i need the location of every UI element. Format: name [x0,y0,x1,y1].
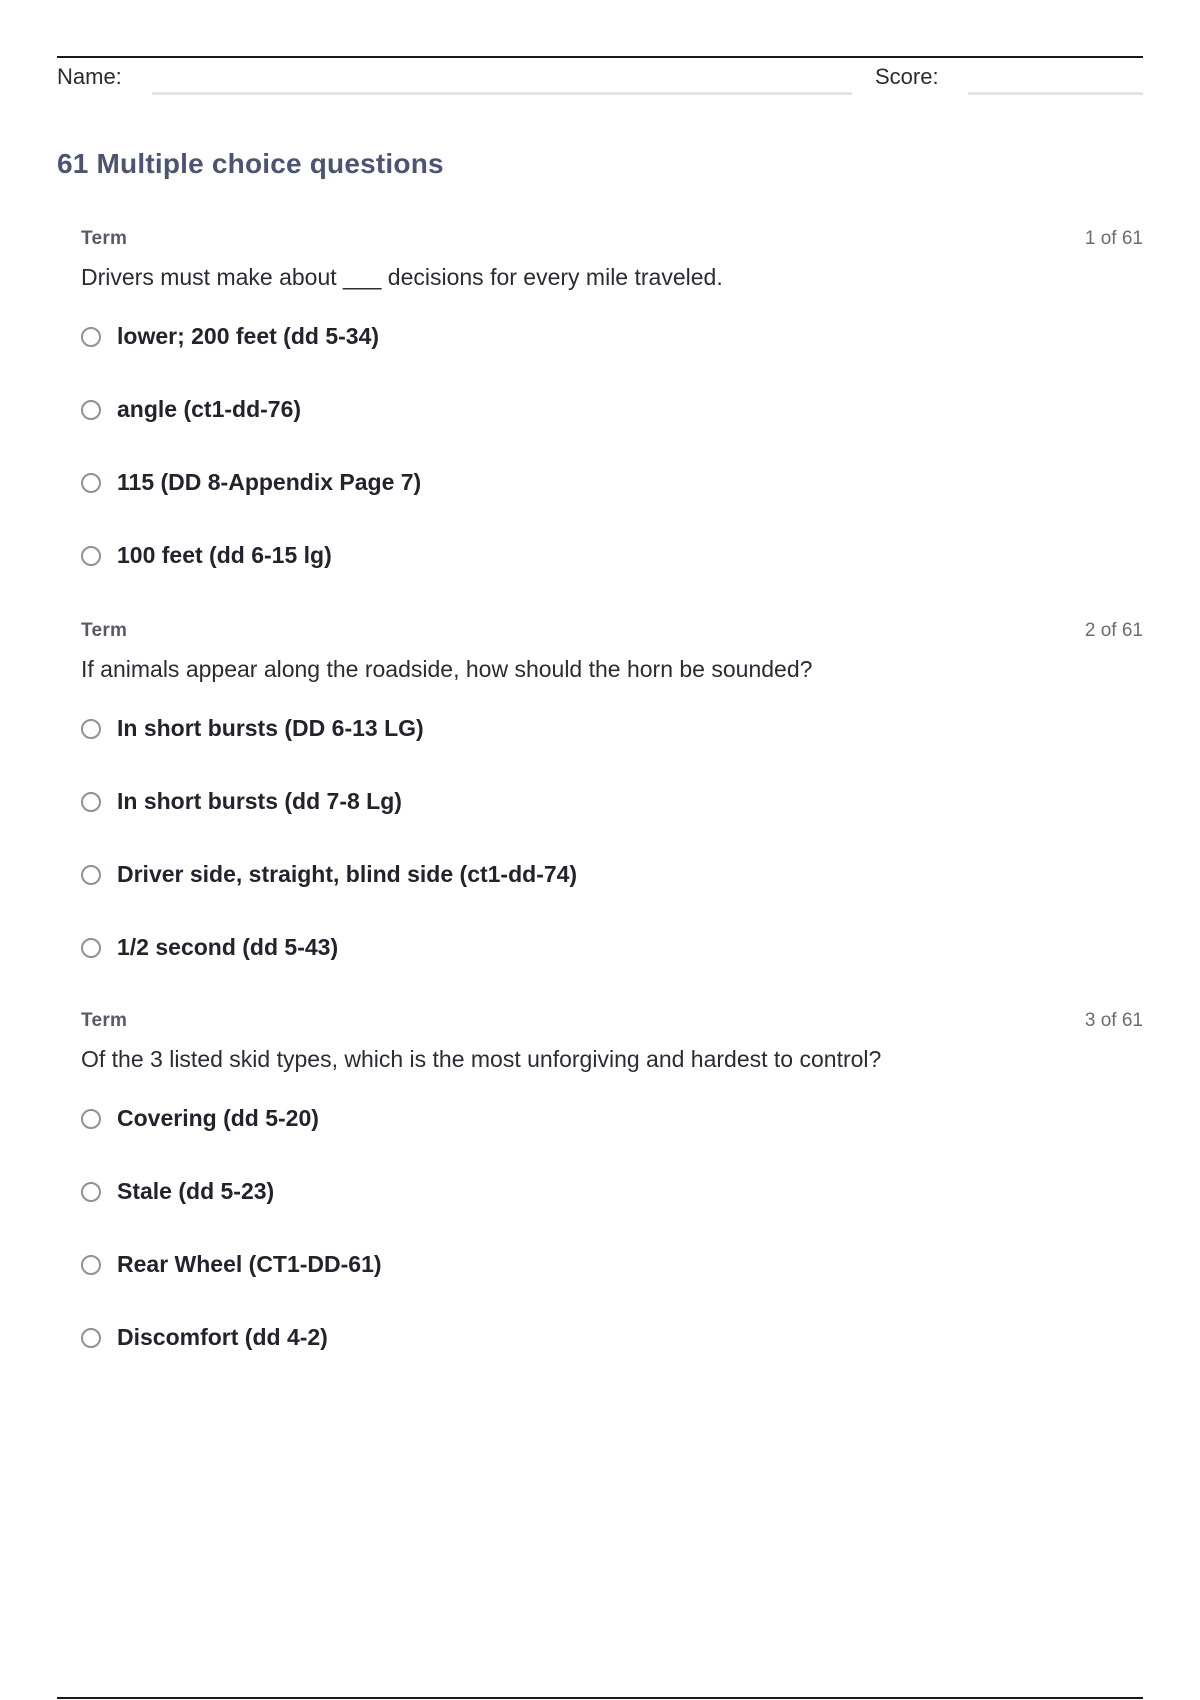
answer-option[interactable] [81,323,1081,399]
name-label: Name: [57,64,122,89]
radio-button-icon[interactable] [81,1109,101,1129]
name-score-header [57,62,1143,98]
answer-option[interactable] [81,469,1081,545]
answer-option[interactable] [81,1105,1081,1181]
answer-option-label: In short bursts (DD 6-13 LG) [117,715,424,741]
worksheet-page [57,0,1143,1700]
top-divider [57,56,1143,58]
radio-button-icon[interactable] [81,327,101,347]
radio-button-icon[interactable] [81,400,101,420]
answer-option-label: Discomfort (dd 4-2) [117,1324,328,1350]
answer-option-label: lower; 200 feet (dd 5-34) [117,323,380,349]
answer-option-label: Rear Wheel (CT1-DD-61) [117,1251,382,1277]
answer-option-label: Stale (dd 5-23) [117,1178,275,1204]
term-label: Term [81,228,128,249]
answer-option-label: angle (ct1-dd-76) [117,396,302,422]
radio-button-icon[interactable] [81,719,101,739]
answer-option-label: In short bursts (dd 7-8 Lg) [117,788,402,814]
answer-option[interactable] [81,788,1081,864]
radio-button-icon[interactable] [81,546,101,566]
answer-option[interactable] [81,715,1081,791]
question-prompt: Drivers must make about ___ decisions for every mile traveled. [81,264,723,290]
answer-option-label: Covering (dd 5-20) [117,1105,319,1131]
radio-button-icon[interactable] [81,938,101,958]
answer-option[interactable] [81,1251,1081,1327]
term-label: Term [81,1010,128,1031]
answer-option-label: Driver side, straight, blind side (ct1-dd-74) [117,861,578,887]
radio-button-icon[interactable] [81,1255,101,1275]
answer-option-label: 100 feet (dd 6-15 lg) [117,542,332,568]
answer-option[interactable] [81,542,1081,618]
question-prompt: If animals appear along the roadside, how should the horn be sounded? [81,656,813,682]
radio-button-icon[interactable] [81,792,101,812]
answer-option[interactable] [81,934,1081,1010]
answer-options [81,1105,1081,1400]
score-label: Score: [875,64,939,89]
answer-option[interactable] [81,396,1081,472]
question-counter: 1 of 61 [1084,228,1143,249]
answer-option-label: 1/2 second (dd 5-43) [117,934,339,960]
answer-option[interactable] [81,1178,1081,1254]
section-title: 61 Multiple choice questions [57,148,444,179]
score-field[interactable] [968,92,1143,95]
answer-option[interactable] [81,1324,1081,1400]
question-prompt: Of the 3 listed skid types, which is the most unforgiving and hardest to control? [81,1046,882,1072]
answer-option[interactable] [81,861,1081,937]
term-label: Term [81,620,128,641]
answer-options [81,323,1081,618]
name-field[interactable] [152,92,852,95]
radio-button-icon[interactable] [81,865,101,885]
answer-options [81,715,1081,1010]
radio-button-icon[interactable] [81,1182,101,1202]
answer-option-label: 115 (DD 8-Appendix Page 7) [117,469,422,495]
radio-button-icon[interactable] [81,1328,101,1348]
question-counter: 3 of 61 [1084,1010,1143,1031]
radio-button-icon[interactable] [81,473,101,493]
bottom-divider [57,1697,1143,1699]
question-counter: 2 of 61 [1084,620,1143,641]
